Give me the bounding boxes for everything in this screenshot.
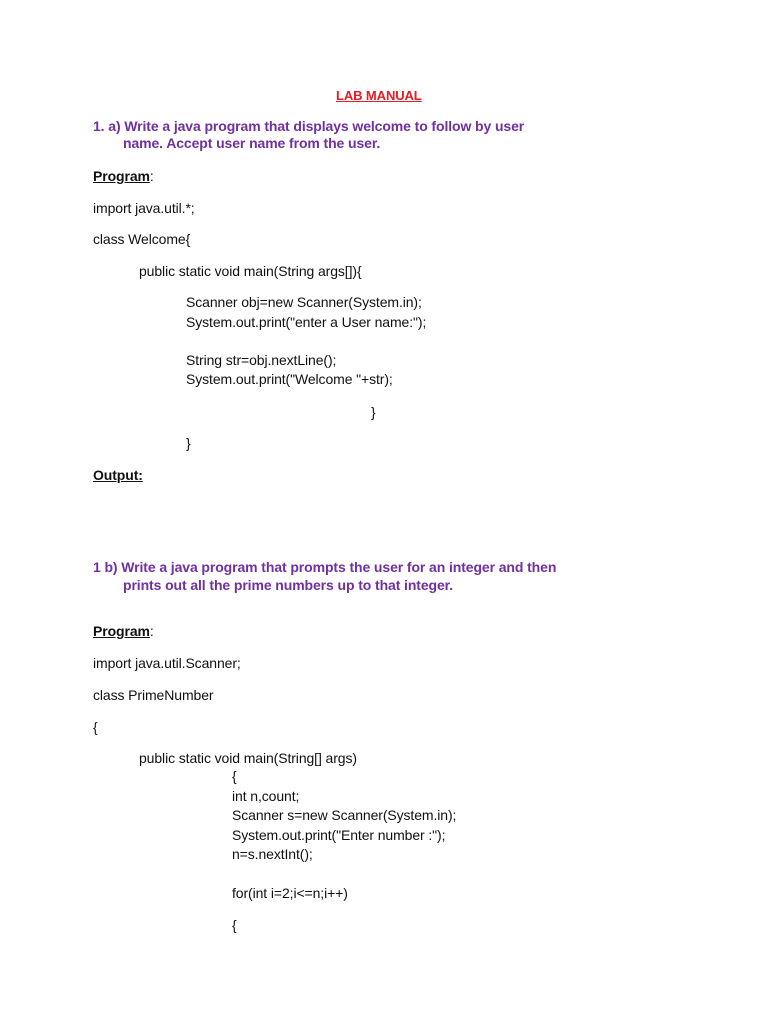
page-title: LAB MANUAL <box>336 88 422 103</box>
code-line: class PrimeNumber <box>93 687 214 703</box>
code-line: System.out.print("Enter number :"); <box>232 827 446 843</box>
question-1a-line-2: name. Accept user name from the user. <box>123 135 381 151</box>
output-label: Output: <box>93 467 143 483</box>
program-heading-1 <box>93 167 154 185</box>
code-line: for(int i=2;i<=n;i++) <box>232 885 348 901</box>
code-line: String str=obj.nextLine(); <box>186 352 337 368</box>
program-colon: : <box>149 623 154 639</box>
code-line: class Welcome{ <box>93 231 191 247</box>
code-line: Scanner s=new Scanner(System.in); <box>232 807 457 823</box>
code-line: } <box>371 404 376 420</box>
code-line: import java.util.*; <box>93 200 195 216</box>
code-line: } <box>186 435 191 451</box>
code-line: { <box>232 768 237 784</box>
program-colon: : <box>149 168 154 184</box>
code-line: System.out.print("enter a User name:"); <box>186 314 427 330</box>
code-line: n=s.nextInt(); <box>232 846 313 862</box>
program-label: Program <box>93 168 150 184</box>
code-line: import java.util.Scanner; <box>93 655 241 671</box>
code-line: public static void main(String[] args) <box>139 750 357 766</box>
code-line: Scanner obj=new Scanner(System.in); <box>186 294 422 310</box>
code-line: int n,count; <box>232 788 300 804</box>
code-line: { <box>93 719 98 735</box>
code-line: public static void main(String args[]){ <box>139 263 362 279</box>
code-line: { <box>232 917 237 933</box>
program-heading-2 <box>93 622 154 640</box>
question-1b-line-1: 1 b) Write a java program that prompts the user for an integer and then <box>93 559 557 575</box>
code-line: System.out.print("Welcome "+str); <box>186 371 393 387</box>
program-label: Program <box>93 623 150 639</box>
question-1b-line-2: prints out all the prime numbers up to that integer. <box>123 577 454 593</box>
question-1a-line-1: 1. a) Write a java program that displays welcome to follow by user <box>93 118 525 134</box>
